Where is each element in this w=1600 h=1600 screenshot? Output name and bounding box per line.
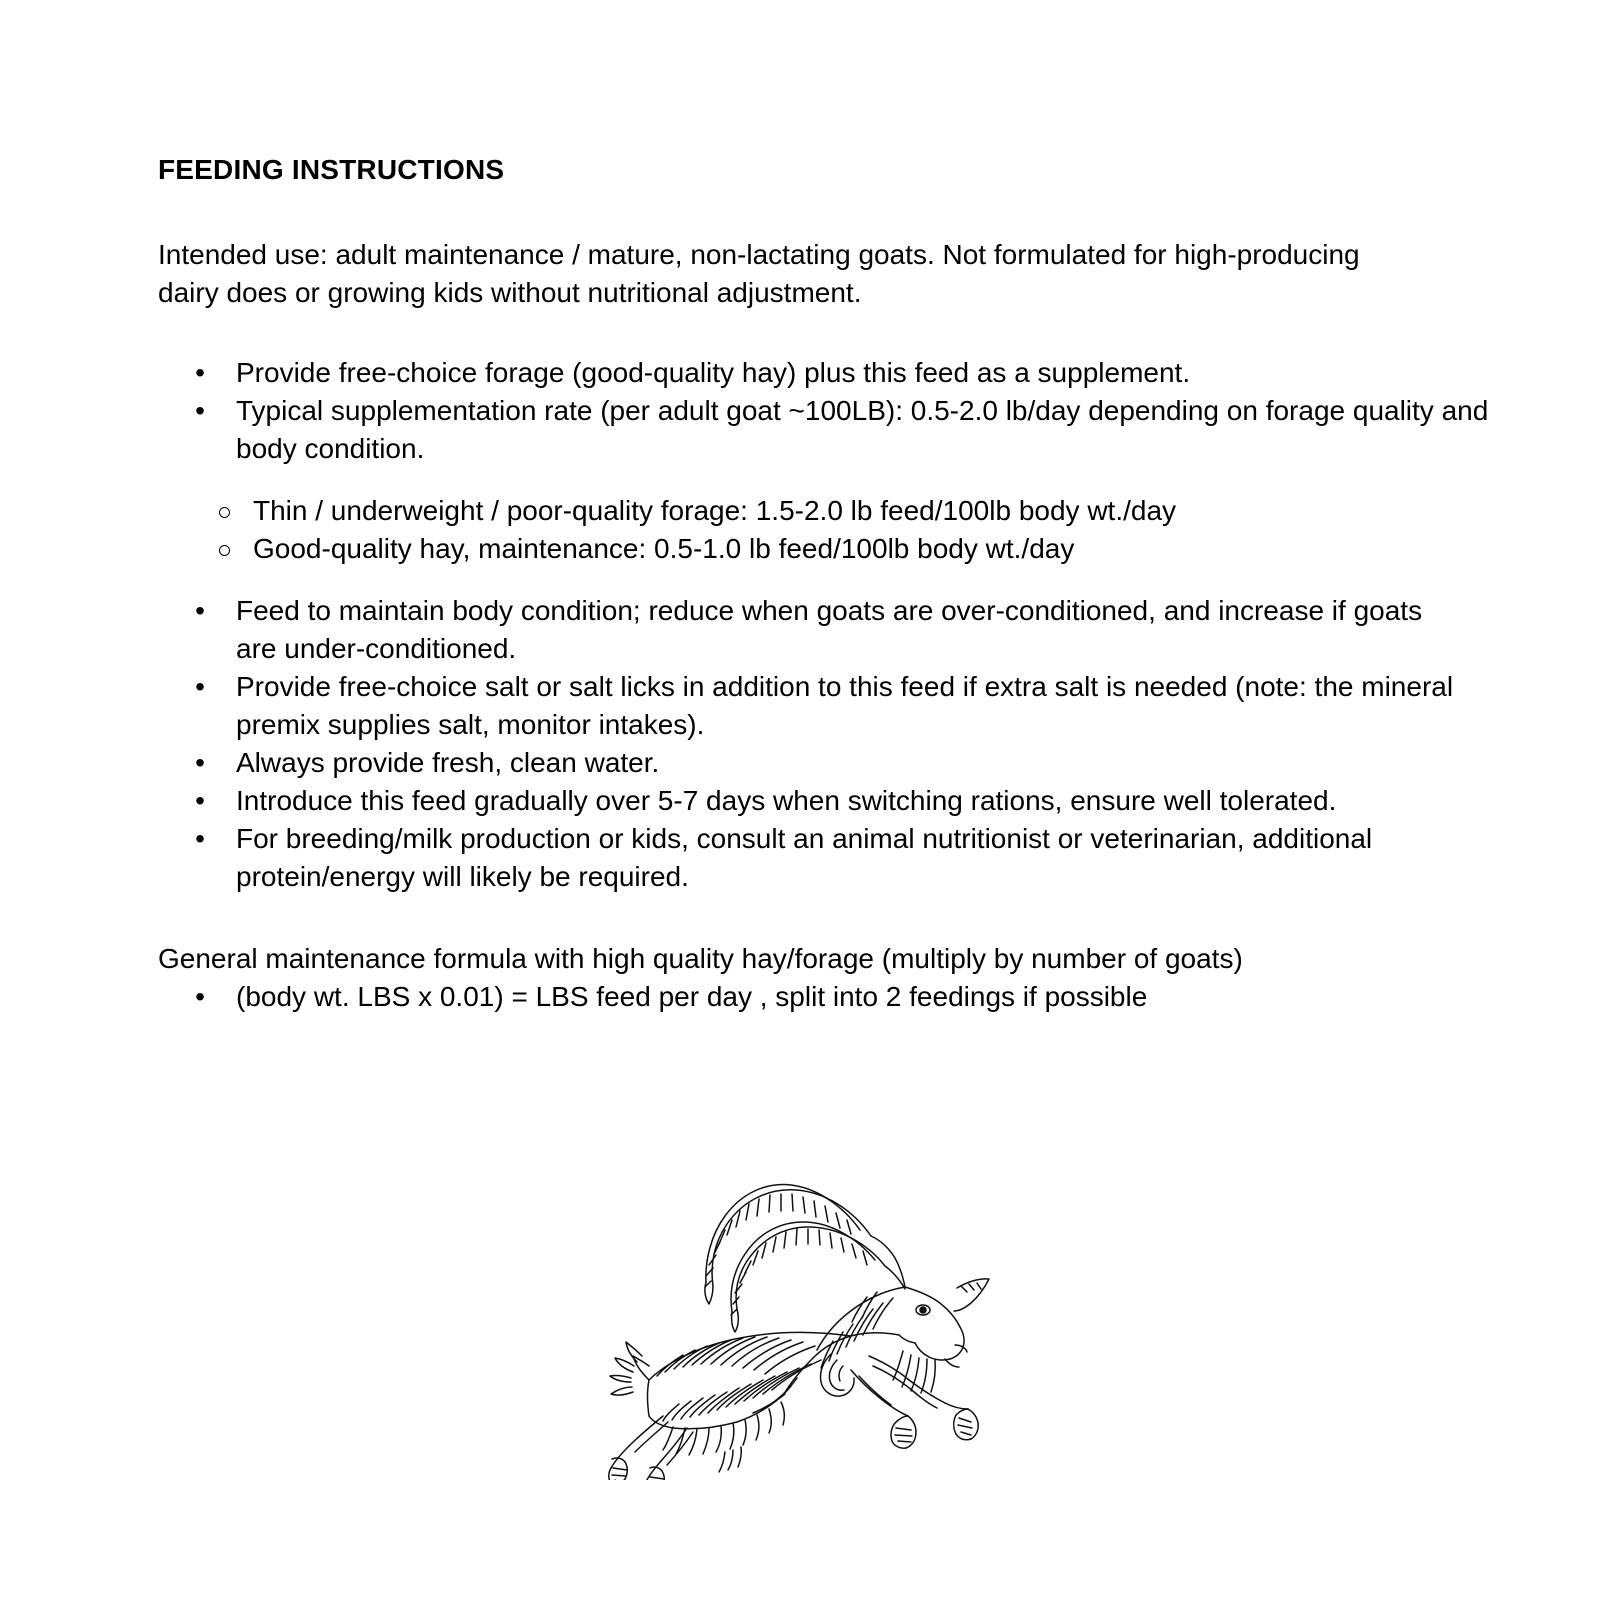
list-item xyxy=(186,592,1428,668)
goat-illustration xyxy=(575,1110,1005,1480)
bullet-list-primary xyxy=(158,354,1489,468)
list-item-text: Provide free-choice salt or salt licks in addition to this feed if extra salt is needed (note: the mineral premix supplies salt, monitor intakes). xyxy=(236,671,1454,740)
list-item-text: (body wt. LBS x 0.01) = LBS feed per day , split into 2 feedings if possible xyxy=(236,981,1148,1012)
bullet-marker-icon: • xyxy=(195,395,205,426)
list-item xyxy=(186,782,1428,820)
list-item xyxy=(186,354,1428,392)
list-item xyxy=(186,668,1468,744)
list-item xyxy=(186,392,1501,468)
formula-heading: General maintenance formula with high quality hay/forage (multiply by number of goats) xyxy=(158,943,1243,974)
list-item-text: Introduce this feed gradually over 5-7 days when switching rations, ensure well tolerated. xyxy=(236,785,1337,816)
list-item xyxy=(186,744,1428,782)
list-item xyxy=(219,530,1428,568)
bullet-marker-icon: • xyxy=(195,671,205,702)
bullet-marker-icon: • xyxy=(195,595,205,626)
leaping-ibex-goat-icon xyxy=(575,1110,1005,1480)
intro-paragraph: Intended use: adult maintenance / mature, non-lactating goats. Not formulated for high-producing dairy does or growing kids without nutritional adjustment. xyxy=(158,239,1360,308)
list-item-text: Always provide fresh, clean water. xyxy=(236,747,660,778)
bullet-marker-icon: • xyxy=(195,747,205,778)
bullet-list-secondary xyxy=(158,592,1454,896)
bullet-marker-icon: • xyxy=(195,823,205,854)
list-item-text: Feed to maintain body condition; reduce when goats are over-conditioned, and increase if goats are under-conditioned. xyxy=(236,595,1423,664)
bullet-list-formula xyxy=(158,978,1428,1016)
bullet-marker-icon: • xyxy=(195,785,205,816)
bullet-marker-icon: • xyxy=(195,357,205,388)
list-item-text: Provide free-choice forage (good-quality hay) plus this feed as a supplement. xyxy=(236,357,1191,388)
list-item-text: Typical supplementation rate (per adult goat ~100LB): 0.5-2.0 lb/day depending on forage quality and body condition. xyxy=(236,395,1489,464)
bullet-marker-icon: • xyxy=(195,981,205,1012)
list-item-text: Good-quality hay, maintenance: 0.5-1.0 lb feed/100lb body wt./day xyxy=(253,533,1075,564)
hollow-circle-bullet-icon xyxy=(219,507,230,518)
list-item xyxy=(186,820,1428,896)
hollow-circle-bullet-icon xyxy=(219,545,230,556)
list-item-text: For breeding/milk production or kids, consult an animal nutritionist or veterinarian, additional protein/energy will likely be required. xyxy=(236,823,1373,892)
list-item-text: Thin / underweight / poor-quality forage: 1.5-2.0 lb feed/100lb body wt./day xyxy=(253,495,1177,526)
list-item xyxy=(219,492,1428,530)
bullet-list-nested xyxy=(158,492,1428,568)
document-content xyxy=(158,152,1489,1016)
list-item xyxy=(186,978,1428,1016)
page-title: FEEDING INSTRUCTIONS xyxy=(158,154,505,185)
